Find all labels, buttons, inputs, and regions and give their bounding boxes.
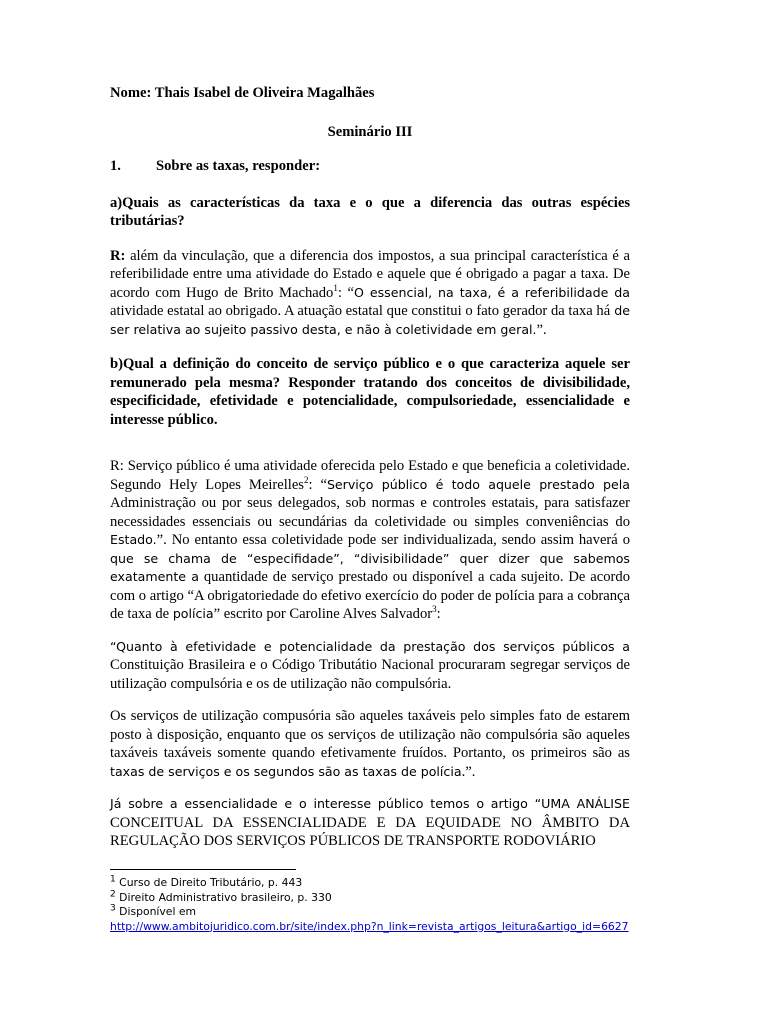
footnote-2: $^2$ Direito Administrativo brasileiro, p. 330 [110, 888, 332, 904]
footnote-3-link[interactable]: http://www.ambitojuridico.com.br/site/index.php?n_link=revista_artigos_leitura&artigo_id=6627 [110, 919, 629, 933]
author-name: Nome: Thais Isabel de Oliveira Magalhães [110, 85, 375, 101]
question-1-heading [110, 157, 630, 176]
answer-a-label: R: [110, 247, 126, 264]
footnote-ref-2: 2 [303, 474, 309, 485]
document-body [110, 84, 630, 851]
footnote-ref-3: 3 [432, 604, 437, 615]
answer-b-paragraph-3: Os serviços de utilização compusória são aqueles taxáveis pelo simples fato de estarem posto à disposição, enquanto que os serviços de utilização não compulsória são aqueles taxáveis taxáveis somente quando efetivamente fruídos. Portanto, os primeiros são as taxas de serviços e os segundos são as taxas de polícia.”. [110, 708, 630, 780]
footnote-separator [110, 869, 296, 870]
answer-a: R: além da vinculação, que a diferencia dos impostos, a sua principal característica é a referibilidade entre uma atividade do Estado e aquele que é obrigado a pagar a taxa. De acordo com Hugo de Brito Machado$^1$: “O essencial, na taxa, é a referibilidade da atividade estatal ao obrigado. A atuação estatal que constitui o fato gerador da taxa há de ser relativa ao sujeito passivo desta, e não à coletividade em geral.”. [110, 247, 630, 338]
footnotes [110, 869, 640, 934]
document-title: Seminário III [327, 123, 413, 140]
footnote-1: $^1$ Curso de Direito Tributário, p. 443 [110, 874, 303, 889]
answer-b-paragraph-1: R: Serviço público é uma atividade oferecida pelo Estado e que beneficia a coletividade. Segundo Hely Lopes Meirelles$^2$: “Serviço público é todo aquele prestado pela Administração ou por seus delegados, sob normas e controles estatais, para satisfazer necessidades essenciais ou secundárias da coletividade ou simples conveniências do Estado.”. No entanto essa coletividade pode ser individualizada, sendo assim haverá o que se chama de “especifidade”, “divisibilidade” quer dizer que sabemos exatamente a quantidade de serviço prestado ou disponível a cada sujeito. De acordo com o artigo “A obrigatoriedade do efetivo exercício do poder de polícia para a cobrança de taxa de polícia” escrito por Caroline Alves Salvador$^3$: [110, 458, 630, 622]
footnote-ref-1: 1 [333, 282, 338, 293]
question-b: b)Qual a definição do conceito de serviço público e o que caracteriza aquele ser remunerado pela mesma? Responder tratando dos conceitos de divisibilidade, especificidade, efetividade e potencialidade, compulsoriedade, essencialidade e interesse público. [110, 356, 630, 428]
footnote-3: $^3$ Disponível em [110, 903, 197, 918]
answer-b-paragraph-2: “Quanto à efetividade e potencialidade da prestação dos serviços públicos a Constituição Brasileira e o Código Tributátio Nacional procuraram segregar serviços de utilização compulsória e os de utilização não compulsória. [110, 638, 630, 692]
question-1-text: Sobre as taxas, responder: [156, 158, 321, 174]
question-a: a)Quais as características da taxa e o que a diferencia das outras espécies tributárias? [110, 194, 630, 229]
answer-b-paragraph-4: Já sobre a essencialidade e o interesse público temos o artigo “UMA ANÁLISE CONCEITUAL DA ESSENCIALIDADE E DA EQUIDADE NO ÂMBITO DA REGULAÇÃO DOS SERVIÇOS PÚBLICOS DE TRANSPORTE RODOVIÁRIO [110, 796, 630, 849]
question-1-number: 1. [110, 158, 121, 174]
